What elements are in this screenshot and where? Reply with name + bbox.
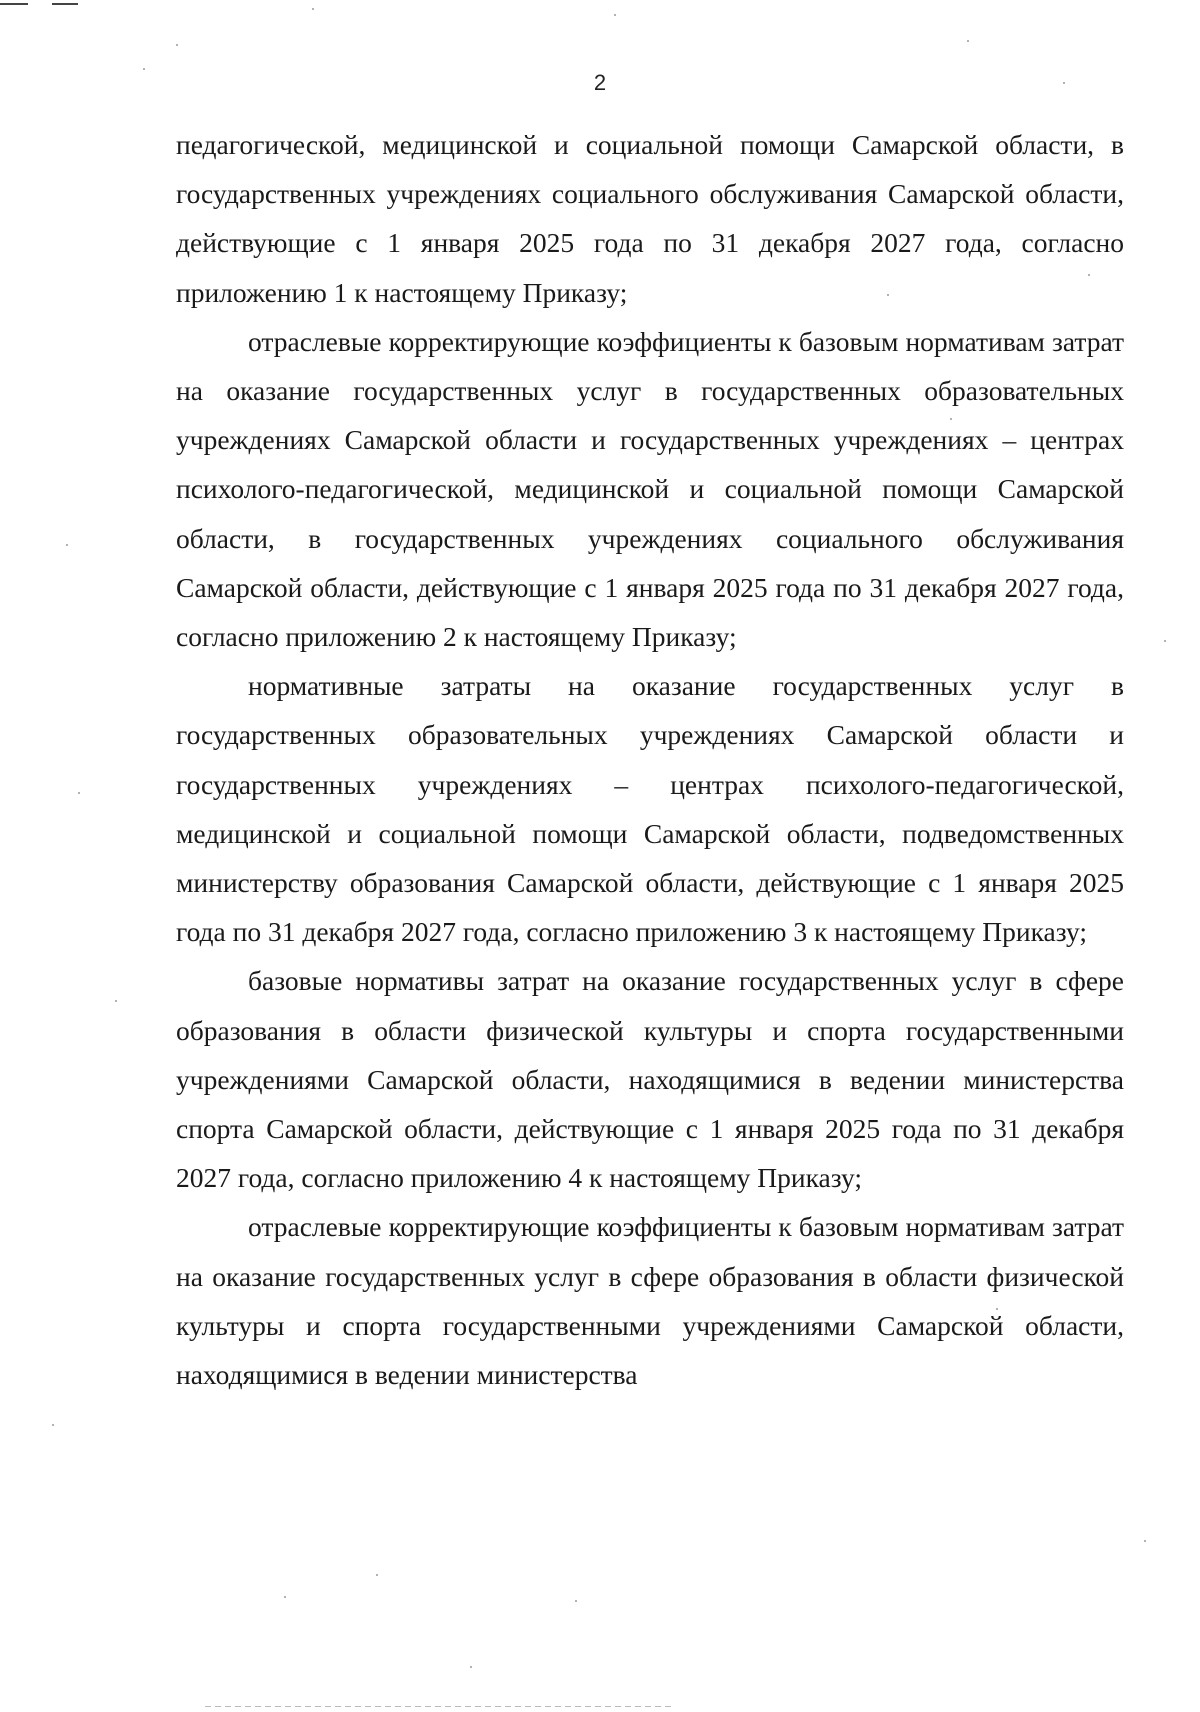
scan-bottom-edge [205,1706,675,1707]
scan-speck [470,1666,472,1668]
page-number: 2 [593,70,607,95]
scan-speck [575,1600,577,1602]
scan-speck [376,1574,378,1576]
scan-speck [115,1000,117,1002]
paragraph-coefficients-sport: отраслевые корректирующие коэффициенты к базовым нормативам затрат на оказание государственных услуг в сфере образования в области физической культуры и спорта государственными учреждениями Самарской области, находящимися в ведении министерства [176,1211,1124,1391]
scan-speck [614,14,616,16]
scan-mark-top-left [0,3,28,5]
paragraph-normative-costs: нормативные затраты на оказание государственных услуг в государственных образовательных учреждениях Самарской области и государственных учреждениях – центрах психолого-педагогической, медицинской и социальной помощи Самарской области, подведомственных министерству образования Самарской области, действующие с 1 января 2025 года по 31 декабря 2027 года, согласно приложению 3 к настоящему Приказу; [176,670,1124,948]
scan-speck [78,792,80,794]
paragraph-continuation: педагогической, медицинской и социальной помощи Самарской области, в государственных учреждениях социального обслуживания Самарской области, действующие с 1 января 2025 года по 31 декабря 2027 года, согласно приложению 1 к настоящему Приказу; [176,129,1124,308]
scan-speck [66,544,68,546]
scan-speck [284,1596,286,1598]
scan-speck [1164,640,1166,642]
scan-speck [312,8,314,10]
paragraph-base-norms-sport: базовые нормативы затрат на оказание государственных услуг в сфере образования в области физической культуры и спорта государственными учреждениями Самарской области, находящимися в ведении министерства спорта Самарской области, действующие с 1 января 2025 года по 31 декабря 2027 года, согласно приложению 4 к настоящему Приказу; [176,965,1124,1194]
scan-speck [176,44,178,46]
scan-mark-top-left-2 [52,3,78,5]
paragraph-coefficients-education: отраслевые корректирующие коэффициенты к базовым нормативам затрат на оказание государственных услуг в государственных образовательных учреждениях Самарской области и государственных учреждениях – центрах психолого-педагогической, медицинской и социальной помощи Самарской области, в государственных учреждениях социального обслуживания Самарской области, действующие с 1 января 2025 года по 31 декабря 2027 года, согласно приложению 2 к настоящему Приказу; [176,325,1124,653]
scan-speck [52,1424,54,1426]
scan-speck [967,40,969,42]
scan-speck [1144,1540,1146,1542]
document-body [176,120,1124,1399]
